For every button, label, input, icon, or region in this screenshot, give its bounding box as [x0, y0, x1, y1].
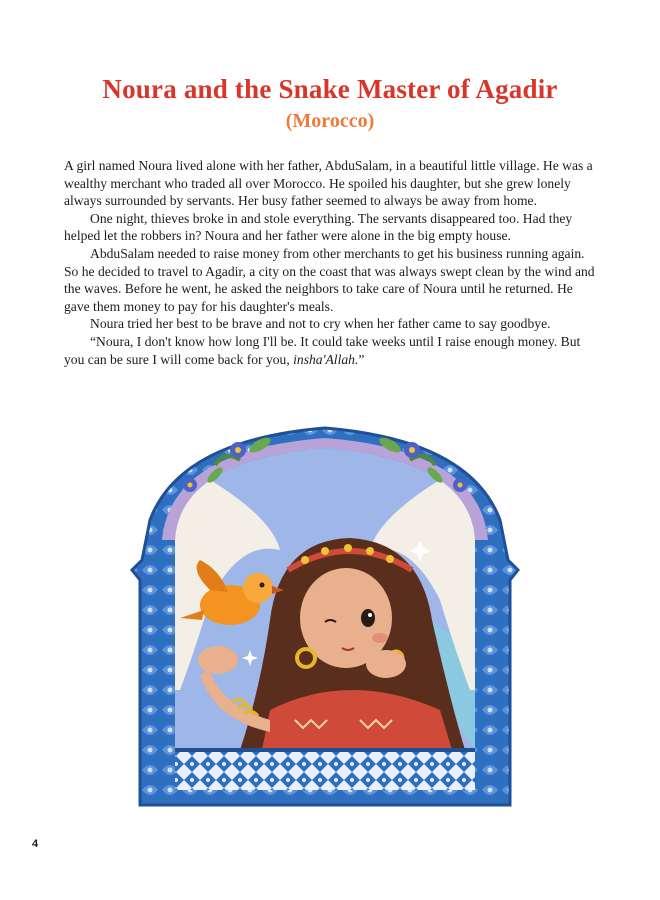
closing-word: insha'Allah.: [293, 351, 359, 367]
closing-quote: ”: [358, 351, 365, 367]
paragraph-3: AbduSalam needed to raise money from other merchants to get his business running again. So he decided to travel to Agadir, a city on the coast that was always swept clean by the wind and the waves. Before he went, he asked the neighbors to take care of Noura until he returned. He gave them money to pay for his daughter's meals.: [64, 245, 595, 314]
paragraph-4: Noura tried her best to be brave and not to cry when her father came to say goodbye.: [90, 316, 551, 332]
paragraph-1: A girl named Noura lived alone with her father, AbduSalam, in a beautiful little village. He was a wealthy merchant who traded all over Morocco. He spoiled his daughter, but she grew lonely always surrounded by servants. Her busy father seemed to always be away from home.: [64, 158, 593, 209]
girl-raised-hand: [198, 646, 238, 674]
paragraph-5: [64, 333, 600, 368]
window-illustration: [120, 420, 530, 810]
page-number: 4: [32, 838, 39, 850]
paragraph-5-text: “Noura, I don't know how long I'll be. It could take weeks until I raise enough money. But you can be sure I will come back for you,: [64, 333, 581, 367]
story-title: Noura and the Snake Master of Agadir: [102, 74, 558, 104]
story-text: [64, 157, 600, 368]
paragraph-2: One night, thieves broke in and stole everything. The servants disappeared too. Had they helped let the robbers in? Noura and her father were alone in the big empty house.: [64, 210, 573, 244]
story-subtitle: (Morocco): [285, 110, 375, 132]
window-scene: [175, 440, 475, 800]
